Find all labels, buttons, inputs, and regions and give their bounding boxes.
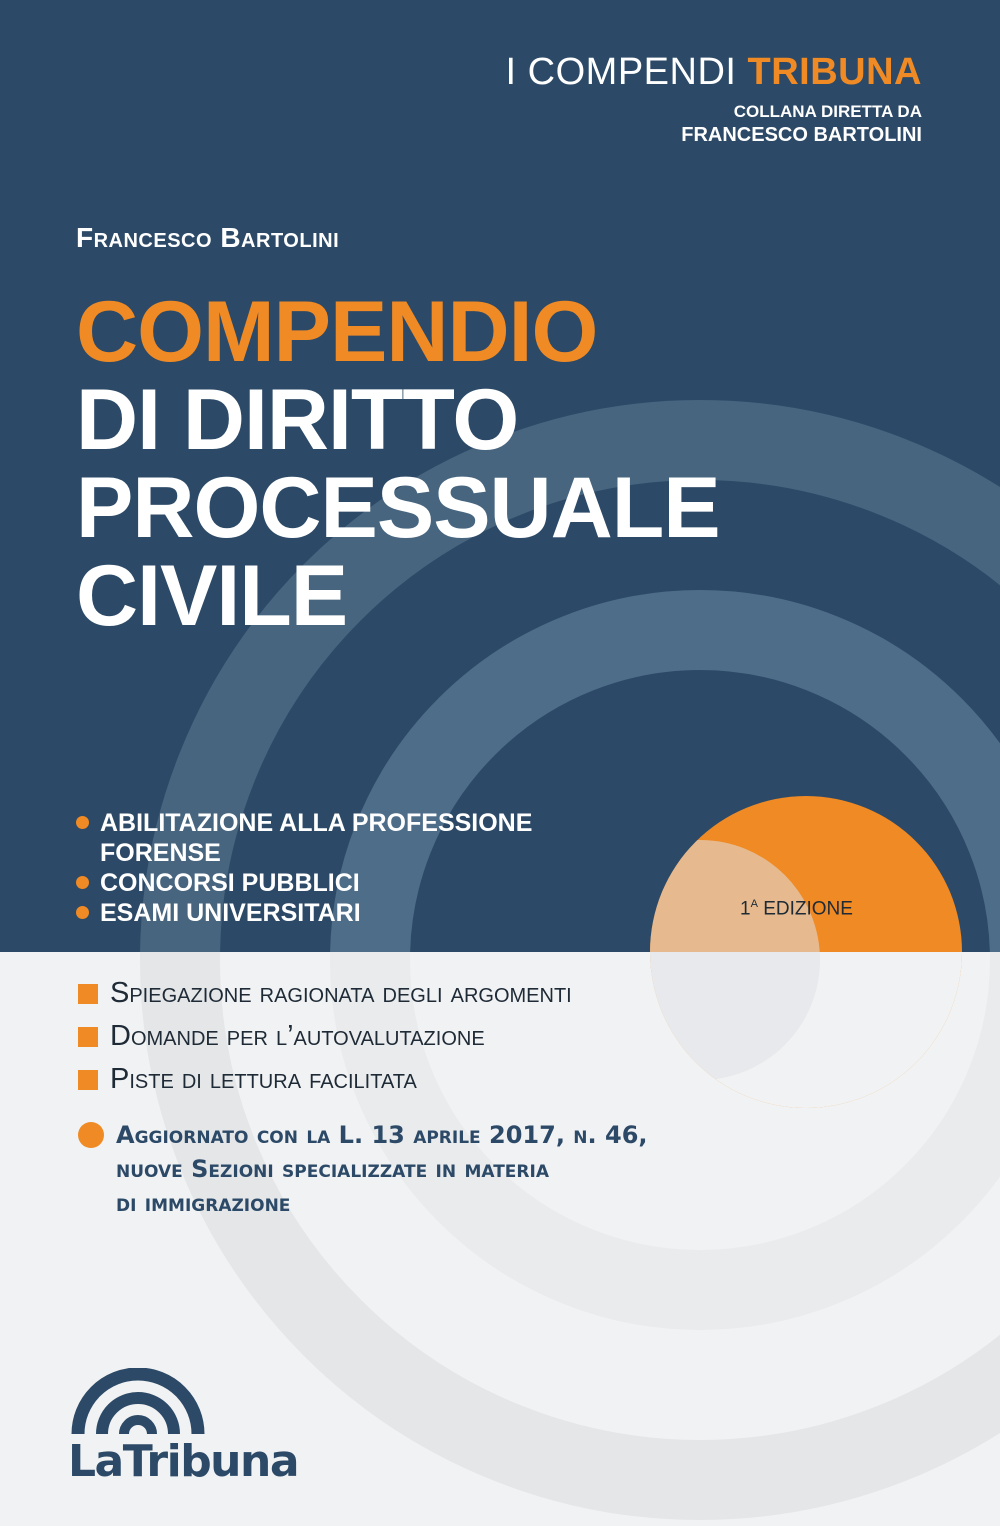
title-line-3: PROCESSUALE (76, 460, 720, 556)
target-list (76, 808, 532, 928)
target-item-continuation (76, 838, 532, 868)
series-block (506, 50, 922, 148)
feature-label: Piste di lettura facilitata (110, 1063, 417, 1095)
publisher-logo (68, 1368, 299, 1487)
feature-item (78, 1015, 572, 1058)
bullet-dot-icon (76, 816, 89, 829)
bullet-dot-icon (76, 906, 89, 919)
target-item (76, 898, 532, 928)
series-subtitle: COLLANA DIRETTA DA (733, 102, 922, 121)
book-title (76, 284, 720, 644)
series-editor: FRANCESCO BARTOLINI (681, 124, 922, 146)
arch-rings-logo-icon (68, 1368, 208, 1438)
feature-item (78, 972, 572, 1015)
bullet-dot-icon (78, 1122, 104, 1148)
square-bullet-icon (78, 1070, 98, 1090)
title-line-4: CIVILE (76, 548, 348, 644)
edition-badge (650, 796, 962, 1108)
target-item (76, 808, 532, 838)
target-label: ESAMI UNIVERSITARI (100, 899, 361, 927)
square-bullet-icon (78, 1027, 98, 1047)
edition-badge-shading (650, 796, 962, 1108)
update-line-1: Aggiornato con la L. 13 aprile 2017, n. 46, (116, 1121, 648, 1149)
series-title (506, 50, 922, 94)
target-label: ABILITAZIONE ALLA PROFESSIONE (100, 809, 533, 837)
square-bullet-icon (78, 984, 98, 1004)
update-line-3: di immigrazione (116, 1189, 291, 1217)
feature-label: Domande per l’autovalutazione (110, 1020, 485, 1052)
edition-word: EDIZIONE (763, 898, 853, 920)
publisher-name: LaTribuna (68, 1436, 299, 1487)
feature-list (78, 972, 572, 1101)
update-line-2: nuove Sezioni specializzate in materia (116, 1155, 549, 1183)
series-brand: TRIBUNA (747, 51, 922, 93)
bullet-dot-icon (76, 876, 89, 889)
target-item (76, 868, 532, 898)
title-line-1: COMPENDIO (76, 284, 598, 380)
edition-label (740, 898, 853, 920)
title-line-2: DI DIRITTO (76, 372, 519, 468)
update-note (78, 1118, 648, 1220)
target-label: FORENSE (100, 839, 221, 867)
target-label: CONCORSI PUBBLICI (100, 869, 360, 897)
edition-superscript: A (750, 898, 758, 910)
feature-item (78, 1058, 572, 1101)
feature-label: Spiegazione ragionata degli argomenti (110, 977, 572, 1009)
edition-number: 1 (740, 898, 751, 920)
author-name: Francesco Bartolini (76, 222, 340, 253)
series-prefix: I COMPENDI (505, 51, 737, 93)
